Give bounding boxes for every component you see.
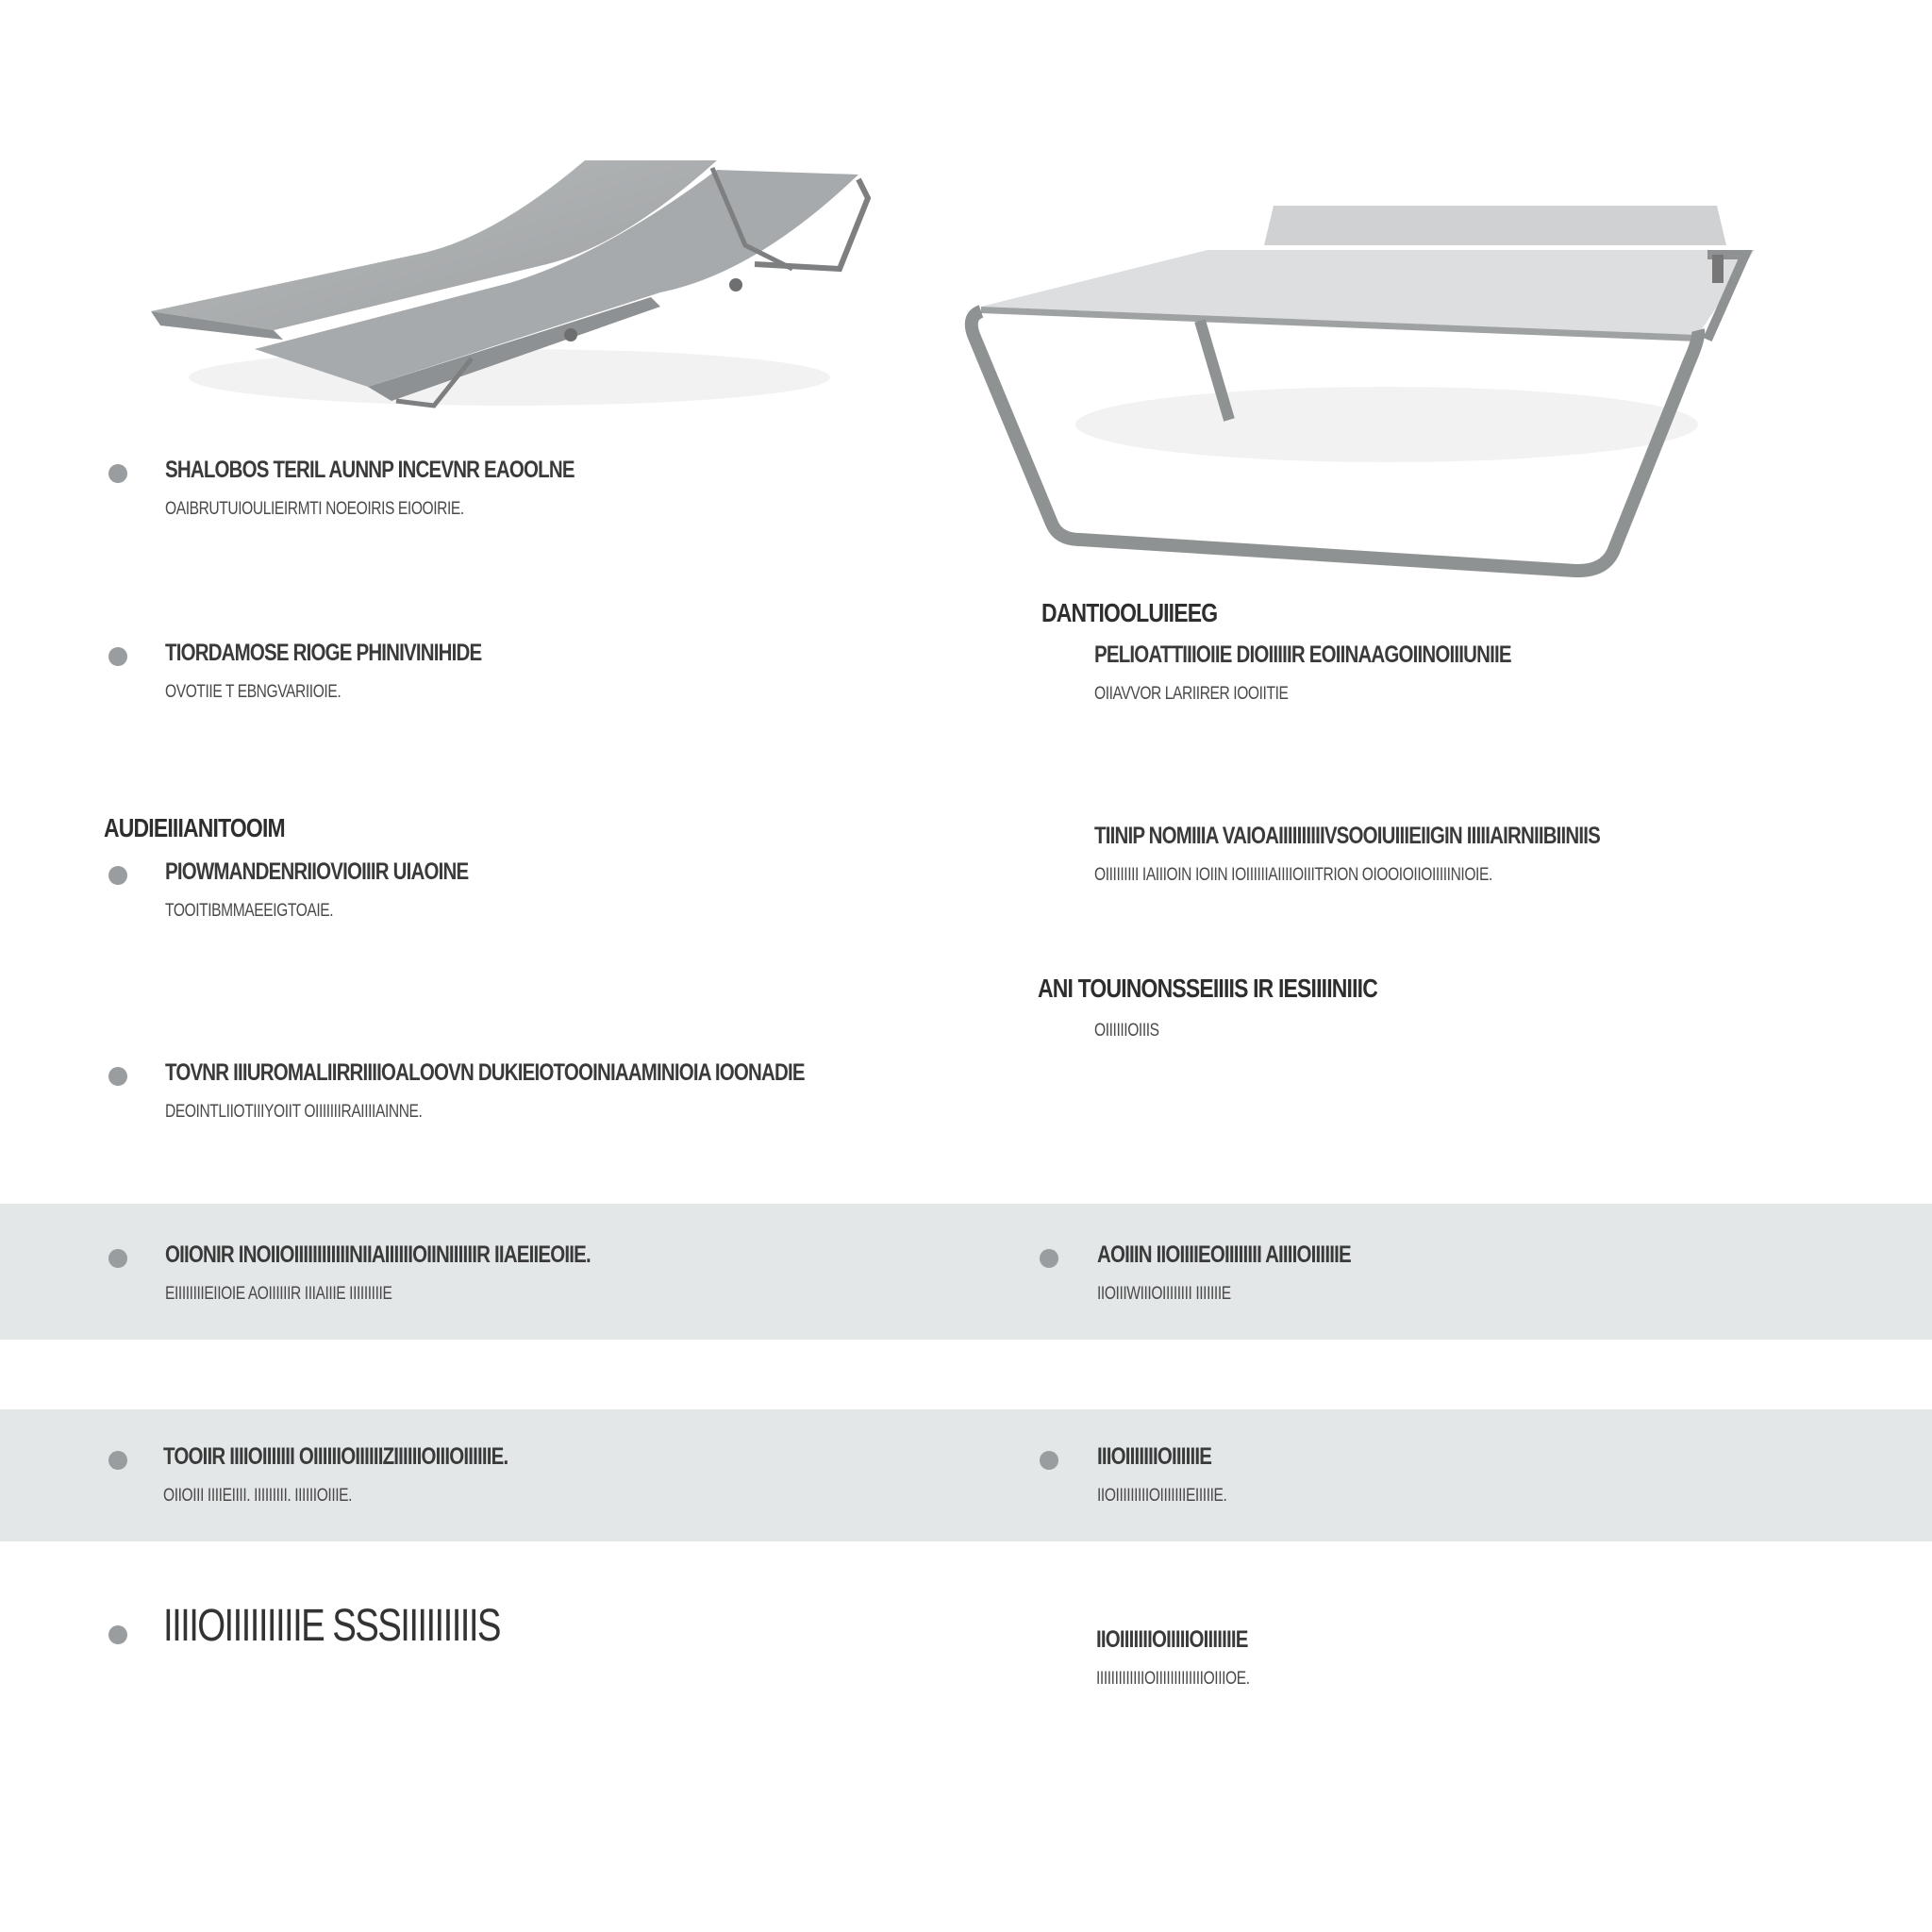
feature-subtitle: IIIIIIIIIIIIIOIIIIIIIIIIIIIOIIIOE.	[1096, 1669, 1250, 1689]
feature-item	[163, 1443, 584, 1507]
feature-title: PIOWMANDENRIIOVIOIIIR UIAOINE	[165, 858, 469, 885]
feature-title: IIIOIIIIIIIOIIIIIIE	[1097, 1443, 1212, 1470]
daybed-image	[962, 198, 1764, 594]
feature-subtitle: OAIBRUTUIOULIEIRMTI NOEOIRIS EIOOIRIE.	[165, 499, 464, 519]
feature-subtitle: IIOIIIWIIIOIIIIIIII IIIIIIIE	[1097, 1284, 1231, 1304]
section-heading: AUDIEIIIANITOOIM	[104, 813, 285, 842]
bullet-icon	[108, 1067, 127, 1086]
bullet-icon	[108, 866, 127, 885]
feature-item	[165, 640, 551, 703]
feature-item	[1096, 1626, 1283, 1690]
feature-subtitle: IIOIIIIIIIIIOIIIIIIIEIIIIIE.	[1097, 1486, 1227, 1506]
bullet-icon	[108, 1625, 127, 1644]
section-heading: ANI TOUINONSSEIIIIS IR IESIIIINIIIC	[1038, 974, 1377, 1003]
feature-title: TIINIP NOMIIIA VAIOAIIIIIIIIIIVSOOIUIIIEIIGIN IIIIIAIRNIIBIINIIS	[1094, 823, 1601, 849]
feature-item	[1094, 823, 1711, 886]
feature-item	[165, 1241, 684, 1305]
feature-item	[165, 1059, 944, 1123]
feature-subtitle: DEOINTLIIOTIIIYOIIT OIIIIIIIRAIIIIAINNE.	[165, 1102, 423, 1122]
feature-subtitle: OIIIIIIIII IAIIIOIN IOIIN IOIIIIIIAIIIIOIIITRION OIOOIOIIOIIIIINIOIE.	[1094, 865, 1492, 885]
bullet-icon	[108, 464, 127, 483]
feature-item	[1094, 1021, 1174, 1041]
feature-title: OIIONIR INOIIOIIIIIIIIIIIINIIAIIIIIIOIINIIIIIIR IIAEIIEOIIE.	[165, 1241, 591, 1268]
feature-subtitle: EIIIIIIIIEIIOIE AOIIIIIIR IIIAIIIE IIIIIIIIIE	[165, 1284, 392, 1304]
feature-item	[1094, 641, 1603, 705]
feature-title: IIOIIIIIIIOIIIIIOIIIIIIIE	[1096, 1626, 1248, 1653]
feature-title: TOVNR IIIUROMALIIRRIIIIOALOOVN DUKIEIOTOOINIAAMINIOIA IOONADIE	[165, 1059, 805, 1086]
bottom-heading: IIIIOIIIIIIIIIE SSSIIIIIIIIIS	[163, 1601, 500, 1651]
feature-item	[165, 858, 535, 922]
feature-title: PELIOATTIIIOIIE DIOIIIIIR EOIINAAGOIINOIIIUNIIE	[1094, 641, 1511, 668]
feature-subtitle: TOOITIBMMAEEIGTOAIE.	[165, 901, 334, 921]
feature-subtitle: OIIAVVOR LARIIRER IOOIITIE	[1094, 684, 1289, 704]
bullet-icon	[108, 1451, 127, 1470]
feature-title: SHALOBOS TERIL AUNNP INCEVNR EAOOLNE	[165, 457, 575, 483]
bullet-icon	[1040, 1451, 1058, 1470]
feature-subtitle: OIIIIIIOIIIS	[1094, 1021, 1159, 1041]
bullet-icon	[108, 1249, 127, 1268]
section-heading: DANTIOOLUIIEEG	[1041, 598, 1218, 627]
feature-subtitle: OIIOIII IIIIEIIII. IIIIIIIII. IIIIIIOIIIE.	[163, 1486, 353, 1506]
feature-item	[1097, 1443, 1256, 1507]
bullet-icon	[1040, 1249, 1058, 1268]
feature-title: TIORDAMOSE RIOGE PHINIVINIHIDE	[165, 640, 482, 666]
feature-item	[165, 457, 664, 520]
feature-subtitle: OVOTIIE T EBNGVARIIOIE.	[165, 682, 341, 702]
feature-title: TOOIIR IIIIOIIIIIII OIIIIIIOIIIIIIZIIIIIIOIIIOIIIIIIE.	[163, 1443, 508, 1470]
lounger-image	[132, 142, 887, 425]
feature-title: AOIIIN IIOIIIIEOIIIIIIII AIIIIOIIIIIIE	[1097, 1241, 1351, 1268]
feature-item	[1097, 1241, 1407, 1305]
bullet-icon	[108, 647, 127, 666]
